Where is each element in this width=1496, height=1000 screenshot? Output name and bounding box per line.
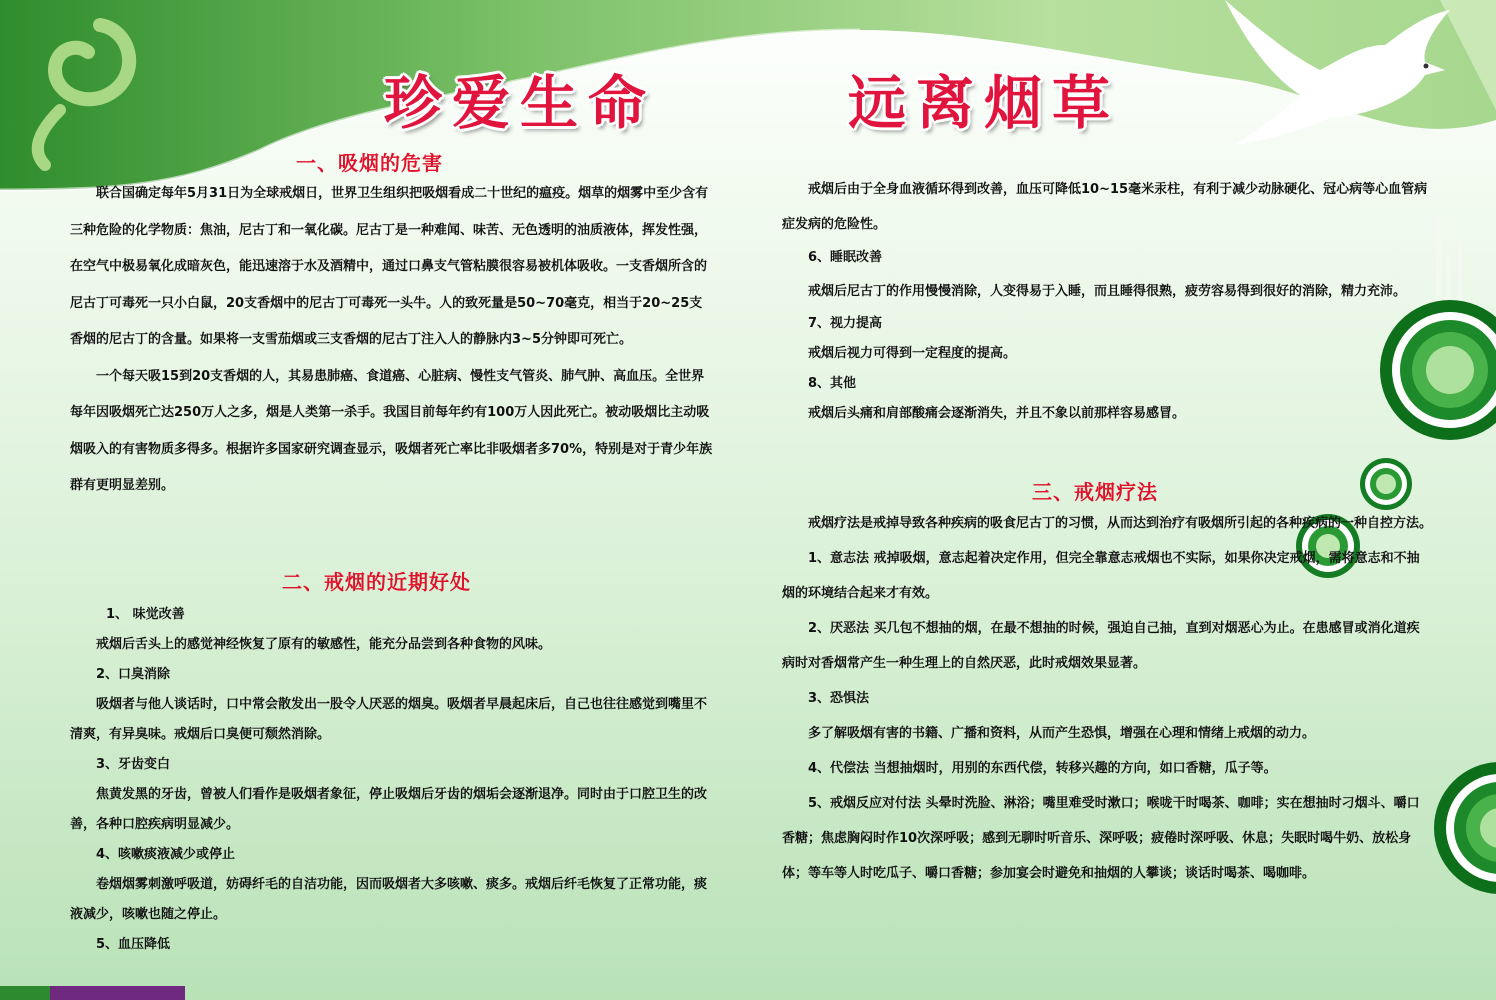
paragraph: 4、代偿法 当想抽烟时，用别的东西代偿，转移兴趣的方向，如口香糖，瓜子等。 — [808, 761, 1277, 776]
list-item: 1、 味觉改善 — [106, 607, 185, 622]
section-benefits-continued — [782, 172, 1432, 429]
section-heading-harm: 一、吸烟的危害 — [296, 151, 443, 175]
ring-icon — [1434, 762, 1496, 894]
section-heading-methods: 三、戒烟疗法 — [1032, 480, 1158, 504]
section-heading-benefits: 二、戒烟的近期好处 — [282, 570, 471, 594]
paragraph: 多了解吸烟有害的书籍、广播和资料，从而产生恐惧，增强在心理和情绪上戒烟的动力。 — [808, 726, 1316, 741]
paragraph: 卷烟烟雾刺激呼吸道，妨碍纤毛的自洁功能，因而吸烟者大多咳嗽、痰多。戒烟后纤毛恢复了正常功能，痰液减少，咳嗽也随之停止。 — [70, 877, 708, 922]
paragraph: 5、戒烟反应对付法 头晕时洗脸、淋浴；嘴里难受时漱口；喉咙干时喝茶、咖啡；实在想抽时刁烟斗、嚼口香糖；焦虑胸闷时作10次深呼吸；感到无聊时听音乐、深呼吸；疲倦时深呼吸、休息；失眠时喝牛奶、放松身体；等车等人时吃瓜子、嚼口香糖；参加宴会时避免和抽烟的人攀谈；谈话时喝茶、喝咖啡。 — [782, 796, 1420, 881]
section-methods-body — [782, 506, 1432, 891]
paragraph: 吸烟者与他人谈话时，口中常会散发出一股令人厌恶的烟臭。吸烟者早晨起床后，自己也往往感觉到嘴里不清爽，有异臭味。戒烟后口臭便可颓然消除。 — [70, 697, 708, 742]
poster-title-left: 珍爱生命 — [384, 69, 657, 137]
list-item: 4、咳嗽痰液减少或停止 — [96, 847, 236, 862]
paragraph: 戒烟后视力可得到一定程度的提高。 — [808, 346, 1017, 361]
paragraph: 一个每天吸15到20支香烟的人，其易患肺癌、食道癌、心脏病、慢性支气管炎、肺气肿、高血压。全世界每年因吸烟死亡达250万人之多，烟是人类第一杀手。我国目前每年约有100万人因此死亡。被动吸烟比主动吸烟吸入的有害物质多得多。根据许多国家研究调查显示，吸烟者死亡率比非吸烟者多70%，特别是对于青少年族群有更明显差别。 — [70, 368, 713, 493]
paragraph: 焦黄发黑的牙齿，曾被人们看作是吸烟者象征，停止吸烟后牙齿的烟垢会逐渐退净。同时由于口腔卫生的改善，各种口腔疾病明显减少。 — [70, 787, 708, 832]
paragraph: 2、厌恶法 买几包不想抽的烟，在最不想抽的时候，强迫自己抽，直到对烟恶心为止。在患感冒或消化道疾病时对香烟常产生一种生理上的自然厌恶，此时戒烟效果显著。 — [782, 621, 1420, 671]
top-wave — [0, 0, 1496, 190]
paragraph: 戒烟后头痛和肩部酸痛会逐渐消失，并且不象以前那样容易感冒。 — [808, 406, 1186, 421]
section-benefits-body — [70, 600, 710, 960]
list-item: 5、血压降低 — [96, 937, 171, 952]
ring-icon — [1360, 458, 1412, 510]
poster-title-right: 远离烟草 — [848, 69, 1121, 137]
paragraph: 戒烟后舌头上的感觉神经恢复了原有的敏感性，能充分品尝到各种食物的风味。 — [96, 637, 552, 652]
list-item: 2、口臭消除 — [96, 667, 171, 682]
list-item: 7、视力提高 — [808, 316, 883, 331]
paragraph: 1、意志法 戒掉吸烟，意志起着决定作用，但完全靠意志戒烟也不实际，如果你决定戒烟，需将意志和不抽烟的环境结合起来才有效。 — [782, 551, 1420, 601]
paragraph: 戒烟疗法是戒掉导致各种疾病的吸食尼古丁的习惯，从而达到治疗有吸烟所引起的各种疾病的一种自控方法。 — [808, 516, 1433, 531]
list-item: 6、睡眠改善 — [808, 250, 883, 265]
paragraph: 戒烟后尼古丁的作用慢慢消除，人变得易于入睡，而且睡得很熟，疲劳容易得到很好的消除，精力充沛。 — [808, 284, 1407, 299]
paragraph: 联合国确定每年5月31日为全球戒烟日，世界卫生组织把吸烟看成二十世纪的瘟疫。烟草的烟雾中至少含有三种危险的化学物质：焦油，尼古丁和一氧化碳。尼古丁是一种难闻、味苦、无色透明的油质液体，挥发性强，在空气中极易氧化成暗灰色，能迅速溶于水及酒精中，通过口鼻支气管粘膜很容易被机体吸收。一支香烟所含的尼古丁可毒死一只小白鼠，20支香烟中的尼古丁可毒死一头牛。人的致死量是50~70毫克，相当于20~25支香烟的尼古丁的含量。如果将一支雪茄烟或三支香烟的尼古丁注入人的静脉内3~5分钟即可死亡。 — [70, 186, 709, 347]
list-item: 8、其他 — [808, 376, 857, 391]
section-harm-body — [70, 176, 715, 505]
list-item: 3、牙齿变白 — [96, 757, 171, 772]
list-item: 3、恐惧法 — [808, 691, 870, 706]
paragraph: 戒烟后由于全身血液循环得到改善，血压可降低10~15毫米汞柱，有利于减少动脉硬化、冠心病等心血管病症发病的危险性。 — [782, 182, 1428, 232]
